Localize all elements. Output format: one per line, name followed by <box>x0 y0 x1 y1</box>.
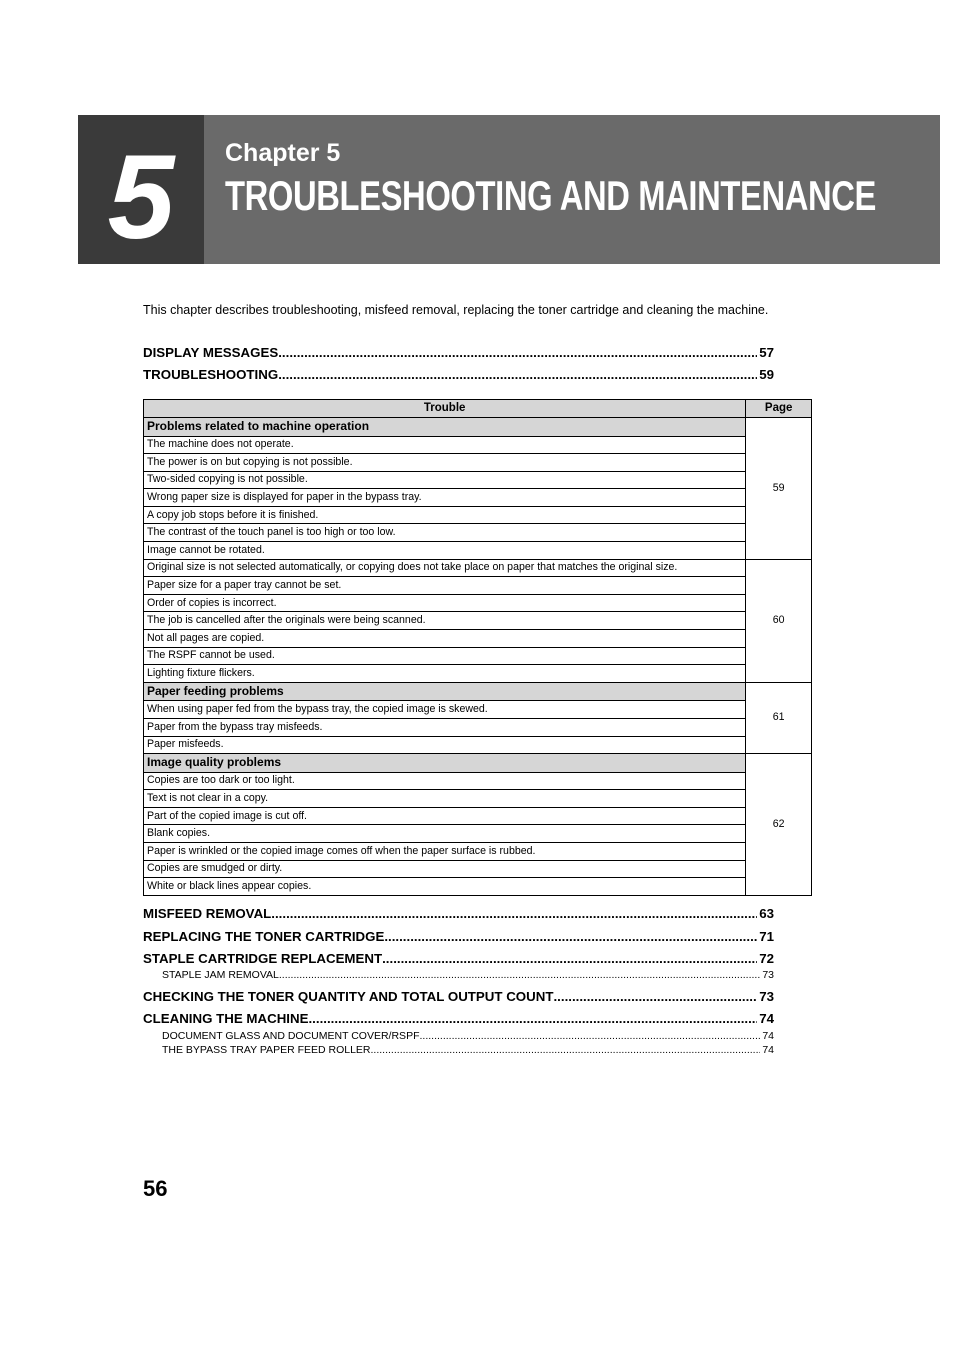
category-paper-feeding: Paper feeding problems <box>144 682 746 701</box>
toc-page: 71 <box>759 929 774 944</box>
table-row <box>144 842 812 860</box>
chapter-title: TROUBLESHOOTING AND MAINTENANCE <box>225 172 876 219</box>
page-ref-62[interactable]: 62 <box>746 754 812 896</box>
trouble-item: The power is on but copying is not possible. <box>144 454 746 472</box>
category-image-quality: Image quality problems <box>144 754 746 773</box>
trouble-item: Blank copies. <box>144 825 746 843</box>
toc-entry-cleaning[interactable] <box>143 1011 774 1026</box>
category-row <box>144 418 812 437</box>
table-row <box>144 559 812 577</box>
trouble-item: Original size is not selected automatically, or copying does not take place on paper that matches the original size. <box>144 559 746 577</box>
table-row <box>144 772 812 790</box>
table-row <box>144 825 812 843</box>
trouble-item: White or black lines appear copies. <box>144 878 746 896</box>
chapter-number: 5 <box>107 130 175 264</box>
trouble-item: Paper from the bypass tray misfeeds. <box>144 718 746 736</box>
toc-page: 63 <box>759 906 774 921</box>
toc-entry-staple-jam[interactable] <box>162 969 774 981</box>
page-ref-61[interactable]: 61 <box>746 682 812 753</box>
toc-label: CLEANING THE MACHINE <box>143 1011 309 1026</box>
trouble-item: Wrong paper size is displayed for paper in the bypass tray. <box>144 489 746 507</box>
toc-entry-troubleshooting[interactable] <box>143 367 774 382</box>
toc-label: STAPLE CARTRIDGE REPLACEMENT <box>143 951 383 966</box>
table-row <box>144 577 812 595</box>
table-row <box>144 736 812 754</box>
trouble-item: A copy job stops before it is finished. <box>144 506 746 524</box>
category-machine-operation: Problems related to machine operation <box>144 418 746 437</box>
category-row <box>144 682 812 701</box>
toc-page: 73 <box>759 989 774 1004</box>
trouble-item: The RSPF cannot be used. <box>144 647 746 665</box>
table-row <box>144 790 812 808</box>
table-row <box>144 594 812 612</box>
toc-label: THE BYPASS TRAY PAPER FEED ROLLER <box>162 1044 371 1056</box>
trouble-item: The contrast of the touch panel is too high or too low. <box>144 524 746 542</box>
trouble-item: Order of copies is incorrect. <box>144 594 746 612</box>
trouble-item: Paper is wrinkled or the copied image comes off when the paper surface is rubbed. <box>144 842 746 860</box>
table-header-row <box>144 400 812 418</box>
toc-label: DOCUMENT GLASS AND DOCUMENT COVER/RSPF <box>162 1030 420 1042</box>
table-row <box>144 524 812 542</box>
toc-label: MISFEED REMOVAL <box>143 906 272 921</box>
toc-page: 73 <box>762 969 774 981</box>
toc-page: 72 <box>759 951 774 966</box>
intro-text: This chapter describes troubleshooting, misfeed removal, replacing the toner cartridge and cleaning the machine. <box>143 303 769 317</box>
trouble-item: Not all pages are copied. <box>144 630 746 648</box>
chapter-title-block <box>204 115 940 264</box>
trouble-item: Image cannot be rotated. <box>144 542 746 560</box>
toc-page: 74 <box>759 1011 774 1026</box>
page-header: Page <box>746 400 812 418</box>
toc-entry-document-glass[interactable] <box>162 1030 774 1042</box>
table-row <box>144 878 812 896</box>
page-number: 56 <box>143 1176 168 1201</box>
table-row <box>144 471 812 489</box>
table-row <box>144 860 812 878</box>
trouble-item: Text is not clear in a copy. <box>144 790 746 808</box>
table-row <box>144 454 812 472</box>
trouble-item: Two-sided copying is not possible. <box>144 471 746 489</box>
trouble-item: Paper size for a paper tray cannot be set. <box>144 577 746 595</box>
trouble-item: Copies are too dark or too light. <box>144 772 746 790</box>
trouble-item: Part of the copied image is cut off. <box>144 807 746 825</box>
toc-page: 74 <box>762 1044 774 1056</box>
chapter-number-block <box>78 115 204 264</box>
toc-entry-checking-toner[interactable] <box>143 989 774 1004</box>
trouble-item: Lighting fixture flickers. <box>144 665 746 683</box>
trouble-table <box>143 399 812 896</box>
table-row <box>144 647 812 665</box>
toc-page: 59 <box>759 367 774 382</box>
toc-label: STAPLE JAM REMOVAL <box>162 969 279 981</box>
toc-label: DISPLAY MESSAGES <box>143 345 279 360</box>
toc-entry-bypass-roller[interactable] <box>162 1044 774 1056</box>
table-row <box>144 665 812 683</box>
table-row <box>144 718 812 736</box>
table-row <box>144 701 812 719</box>
toc-page: 57 <box>759 345 774 360</box>
trouble-item: Paper misfeeds. <box>144 736 746 754</box>
page-ref-59[interactable]: 59 <box>746 418 812 560</box>
trouble-item: Copies are smudged or dirty. <box>144 860 746 878</box>
table-row <box>144 612 812 630</box>
table-row <box>144 807 812 825</box>
table-row <box>144 436 812 454</box>
table-row <box>144 506 812 524</box>
table-row <box>144 542 812 560</box>
toc-entry-misfeed-removal[interactable] <box>143 906 774 921</box>
toc-label: CHECKING THE TONER QUANTITY AND TOTAL OUTPUT COUNT <box>143 989 554 1004</box>
toc-entry-replacing-toner[interactable] <box>143 929 774 944</box>
category-row <box>144 754 812 773</box>
trouble-header: Trouble <box>144 400 746 418</box>
toc-label: REPLACING THE TONER CARTRIDGE <box>143 929 385 944</box>
toc-label: TROUBLESHOOTING <box>143 367 279 382</box>
table-row <box>144 630 812 648</box>
trouble-item: The job is cancelled after the originals were being scanned. <box>144 612 746 630</box>
toc-entry-staple-cartridge[interactable] <box>143 951 774 966</box>
table-row <box>144 489 812 507</box>
toc-page: 74 <box>762 1030 774 1042</box>
chapter-label: Chapter 5 <box>225 139 341 167</box>
trouble-item: The machine does not operate. <box>144 436 746 454</box>
toc-entry-display-messages[interactable] <box>143 345 774 360</box>
trouble-item: When using paper fed from the bypass tray, the copied image is skewed. <box>144 701 746 719</box>
page-ref-60[interactable]: 60 <box>746 559 812 682</box>
